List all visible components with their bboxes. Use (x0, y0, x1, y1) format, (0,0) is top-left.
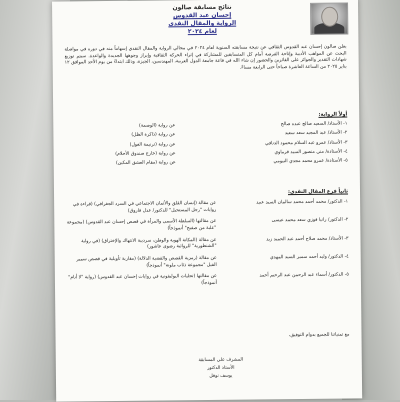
document-title (132, 3, 272, 37)
list-item: ٥- الأستاذة/ عمرو محمد مجدي البيومي عن رواية (مقام العشق المكين) (115, 158, 348, 166)
portrait-photo (310, 3, 348, 35)
list-item: ٢- الأستاذ/ عبد المجيد سعد سعيد عن رواية (ذاكرة الظل) (131, 130, 348, 139)
list-item: ١- الدكتور/ محمد أحمد محمد سالمان السيد عبيد عن مقالة (إنسان القلق والأثمان الاجتماعي في السرد الجغرافي) (قراءة في روايات "رجل المستحيل" للدكتور/ عدل فاروق) (72, 199, 349, 214)
list-item: ٣- الأستاذ/ محمد صلاح أحمد عبد الحميد زيد عن مقالة (المكانة الهوية والوطن، سرديبة الانتهاك والإختراق) (في رواية "الشنطورية" للروائية رضوى عاشور) (81, 236, 349, 250)
signature-block (166, 356, 276, 381)
closing-line: مع تمنياتنا للجميع بدوام التوفيق، (288, 332, 350, 339)
title-line-4: لعام ٢٠٢٤ (187, 28, 217, 36)
signature-title: الأستاذ الدكتور (207, 365, 235, 371)
title-line-3: الرواية والمقال النقدي (168, 19, 237, 28)
intro-paragraph: يعلن صالون إحسان عبد القدوس الثقافي عن نتيجة مسابقته السنوية لعام ٢٠٢٤ في مجالي الرواية والمقال النقدي إسهاماً منه في دوره في مواصلة البحث عن المواهب الأدبية وإتاحة الفرصة أمام كل المتسابقين للمشاركة في إثراء الحركة الثقافية وإبراز وجوهها الجديدة والواعدة. سيتم توزيع شهادات التقدير والجوائز على الفائزين والحضور إن شاء الله في قاعة جامعة الدول العربية، المهندسين، الجيزة، وذلك ابتداءً من يوم الأحد الموافق ١٢ يناير ٢٠٢٥ من الساعة العاشرة صباحاً حتى الرابعة مساءً. (64, 44, 347, 71)
signature-name: يوسف نوفل (209, 373, 233, 379)
list-item: ٤- الدكتور/ وليد أحمد سمير السيد المهدي عن مقالة (رمزية القصص والقضية الدلالة) (مقاربة تأويلية في قصص سمير الفيل "مجموعة ذئاب ملونة" أنموذجاً) (76, 254, 349, 269)
list-item: ٤- الأستاذة/ منى منصور السيد قرماوي عن رواية (خارج صندوق الأحلام) (115, 149, 348, 157)
novel-section-heading: أولاً الرواية: (318, 111, 348, 118)
title-line-1: نتائج مسابقة صالون (172, 3, 232, 12)
novel-winners-list (65, 121, 347, 170)
critic-winners-list (66, 200, 349, 290)
title-line-2: إحسان عبد القدوس (173, 11, 232, 20)
list-item: ٣- الأستاذ/ عمرو عبد السلام محمود الدنافي عن رواية (ترنيمة الغول) (129, 140, 348, 148)
critic-section-heading: ثانياً فرع المقال النقدي: (287, 188, 349, 196)
list-item: ٥- الدكتور/ أسماء عبد الرحمن عبد الرحيم أحمد عن مقالتها (تجليات البوليفونية في روايات إحسان عبد القدوس) (رواية "لا أنام" أنموذجاً) (68, 272, 349, 286)
list-item: ٢- الدكتور/ رانيا فوزي سعد محمد عيسى عن مقالتها (السلطة الأسمى والمرأة في قصص إحسان عبد القدوس) (مجموعة "علبة من صفيح" أنموذجاً) (66, 217, 349, 232)
list-item: ١- الأستاذ/ السعيد صالح عبده صالح عن رواية (الوصمة) (139, 121, 348, 129)
signature-role: المشرف على المسابقة (198, 357, 244, 364)
document-page (52, 0, 362, 402)
